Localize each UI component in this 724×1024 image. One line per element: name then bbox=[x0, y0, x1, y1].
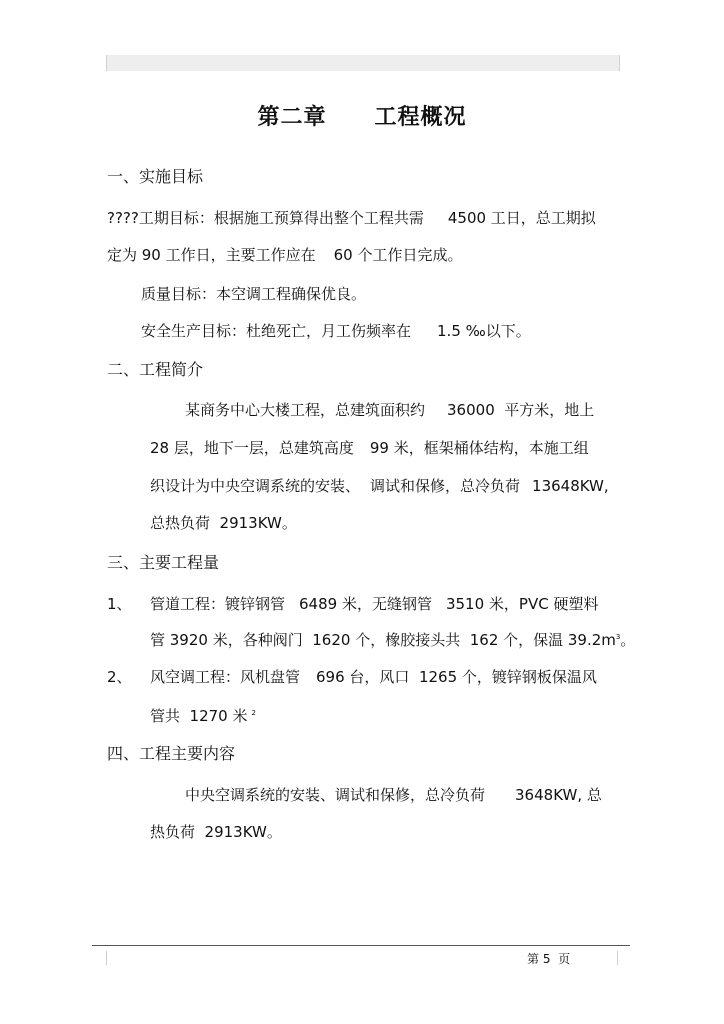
content-line2: 热负荷 2913KW。 bbox=[150, 823, 282, 841]
overview-line2: 28 层，地下一层，总建筑高度 99 米，框架桶体结构，本施工组 bbox=[150, 439, 589, 457]
quality-goal: 质量目标：本空调工程确保优良。 bbox=[141, 285, 367, 303]
schedule-goal-line2: 定为 90 工作日，主要工作应在 60 个工作日完成。 bbox=[107, 246, 463, 264]
chapter-title bbox=[0, 100, 724, 131]
section-heading-quantities: 三、主要工程量 bbox=[107, 553, 220, 572]
section-heading-goals: 一、实施目标 bbox=[107, 167, 204, 186]
overview-line3: 织设计为中央空调系统的安装、 调试和保修，总冷负荷 13648KW, bbox=[150, 477, 609, 495]
page-header-band bbox=[106, 55, 620, 71]
quantity-item-2-line2: 管共 1270 米 $^2$ bbox=[150, 707, 256, 725]
unit-superscript: 2 bbox=[251, 709, 256, 717]
chapter-name: 工程概况 bbox=[374, 105, 467, 130]
safety-goal: 安全生产目标：杜绝死亡，月工伤频率在 1.5 ‰以下。 bbox=[141, 322, 531, 340]
quantity-item-1-line1: 管道工程：镀锌钢管 6489 米，无缝钢管 3510 米，PVC 硬塑料 bbox=[150, 595, 599, 613]
unit-superscript: 3 bbox=[615, 633, 621, 641]
page-number: 第 5 页 bbox=[527, 952, 571, 966]
footer-rule bbox=[92, 945, 630, 946]
section-heading-overview: 二、工程简介 bbox=[107, 360, 204, 379]
quantity-item-1-number: 1、 bbox=[107, 595, 132, 613]
quantity-item-2-number: 2、 bbox=[107, 668, 132, 686]
quantity-item-2-line1: 风空调工程：风机盘管 696 台，风口 1265 个，镀锌钢板保温风 bbox=[150, 668, 597, 686]
content-line1: 中央空调系统的安装、调试和保修，总冷负荷 3648KW, 总 bbox=[185, 786, 602, 804]
quantity-item-1-line2: 管 3920 米，各种阀门 1620 个，橡胶接头共 162 个，保温 $39.2m^3$。 bbox=[150, 631, 636, 649]
chapter-number: 第二章 bbox=[257, 105, 327, 130]
schedule-goal-line1: ????工期目标：根据施工预算得出整个工程共需 4500 工日，总工期拟 bbox=[107, 209, 596, 227]
footer-margin-mark-left bbox=[106, 951, 107, 965]
overview-line4: 总热负荷 2913KW。 bbox=[150, 514, 297, 532]
overview-line1: 某商务中心大楼工程，总建筑面积约 36000 平方米，地上 bbox=[185, 401, 595, 419]
footer-margin-mark-right bbox=[617, 951, 618, 965]
section-heading-content: 四、工程主要内容 bbox=[107, 744, 236, 763]
